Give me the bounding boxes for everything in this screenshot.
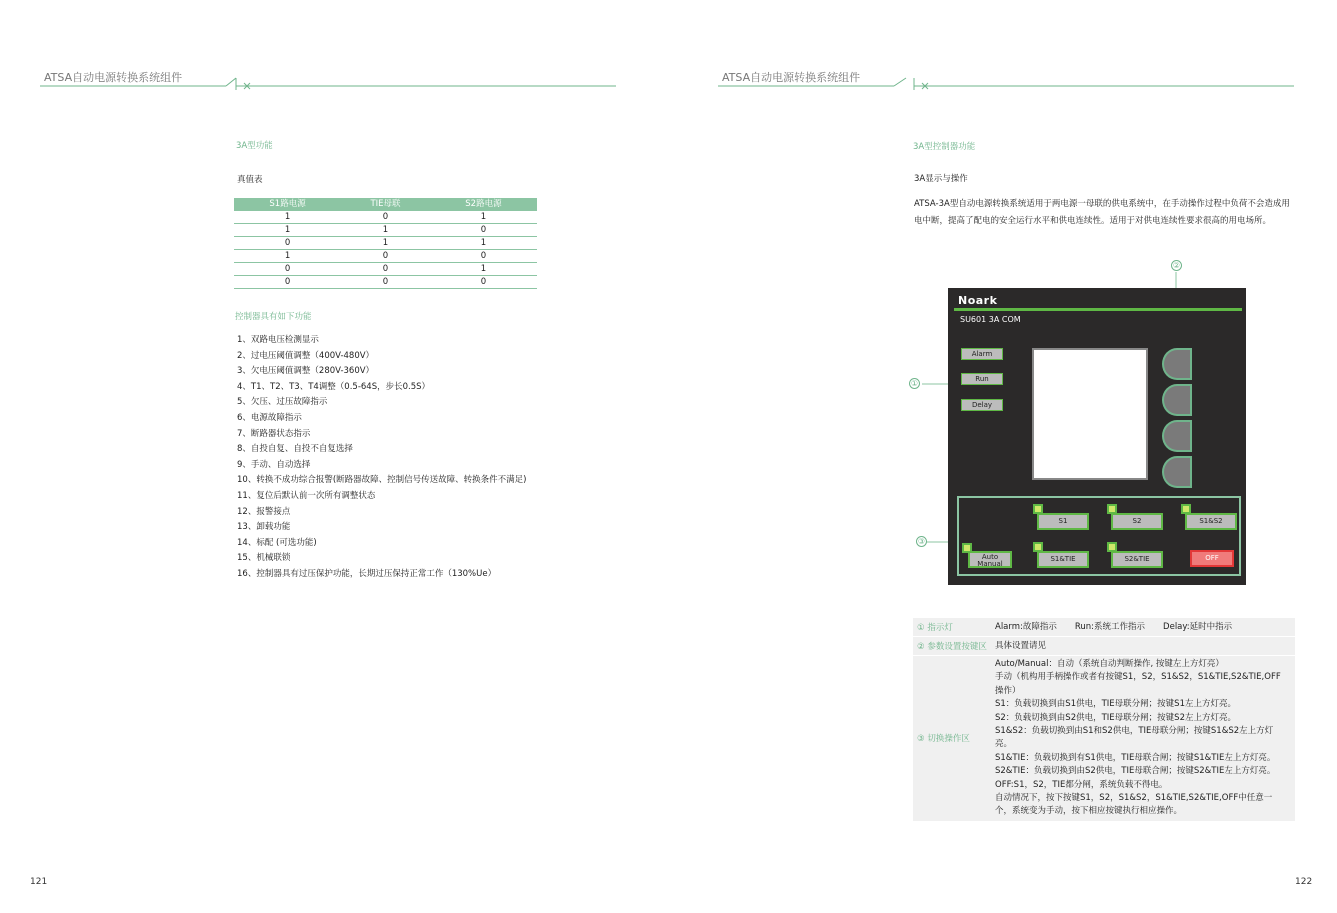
table-row xyxy=(913,656,1295,822)
table-cell: 0 xyxy=(234,263,341,276)
table-cell: 0 xyxy=(430,276,537,289)
function-info-table xyxy=(913,618,1295,822)
model-label: SU601 3A COM xyxy=(960,315,1021,324)
table-cell: 1 xyxy=(341,224,430,237)
right-header-rule xyxy=(718,76,1298,92)
param-keys-description: 具体设置请见 xyxy=(995,641,1047,651)
table-cell: 0 xyxy=(234,276,341,289)
list-item: 13、卸载功能 xyxy=(237,522,291,533)
softkey-1[interactable] xyxy=(1162,348,1192,380)
lcd-screen xyxy=(1032,348,1148,480)
s2-button[interactable]: S2 xyxy=(1111,513,1163,530)
off-button[interactable]: OFF xyxy=(1190,550,1234,567)
table-cell: 1 xyxy=(430,211,537,224)
table-cell: 0 xyxy=(341,250,430,263)
table-cell: 1 xyxy=(341,237,430,250)
desc-line: 个，系统变为手动，按下相应按键执行相应操作。 xyxy=(995,806,1183,817)
run-indicator: Run xyxy=(961,373,1003,385)
functions-title: 控制器具有如下功能 xyxy=(235,312,312,322)
alarm-desc: Alarm:故障指示 xyxy=(995,622,1057,632)
table-row xyxy=(234,237,537,250)
list-item: 4、T1、T2、T3、T4调整（0.5-64S，步长0.5S） xyxy=(237,381,431,392)
desc-line: 自动情况下，按下按键S1，S2，S1&S2，S1&TIE,S2&TIE,OFF中任意一 xyxy=(995,793,1273,804)
desc-line: 操作） xyxy=(995,685,1021,696)
desc-line: S1&TIE：负载切换到有S1供电，TIE母联合闸；按键S1&TIE左上方灯亮。 xyxy=(995,752,1276,763)
table-cell: 1 xyxy=(234,211,341,224)
callout-2: ② xyxy=(1172,261,1181,270)
table-cell: 0 xyxy=(430,250,537,263)
auto-manual-button[interactable] xyxy=(968,551,1012,568)
table-cell: 0 xyxy=(341,211,430,224)
auto-label: Auto xyxy=(981,553,999,561)
indicator-label: ① 指示灯 xyxy=(917,623,953,633)
table-row xyxy=(234,276,537,289)
brand-bar xyxy=(954,308,1242,311)
table-row xyxy=(234,224,537,237)
desc-line: S1&S2：负载切换到由S1和S2供电，TIE母联分闸；按键S1&S2左上方灯 xyxy=(995,726,1274,737)
table-cell: 0 xyxy=(234,237,341,250)
table-cell: 0 xyxy=(341,263,430,276)
left-header-rule xyxy=(40,76,620,92)
table-row xyxy=(234,263,537,276)
functions-list xyxy=(237,333,526,583)
list-item: 12、报警接点 xyxy=(237,506,291,517)
list-item: 6、电源故障指示 xyxy=(237,412,302,423)
truth-table-title: 真值表 xyxy=(237,175,263,185)
right-header-title: ATSA自动电源转换系统组件 xyxy=(722,71,861,84)
list-item: 2、过电压阈值调整（400V-480V） xyxy=(237,350,375,361)
table-row xyxy=(234,250,537,263)
s1-led-icon xyxy=(1033,504,1043,514)
brand-logo: Noark xyxy=(958,294,998,307)
table-cell: 1 xyxy=(234,250,341,263)
controller-panel xyxy=(948,288,1246,585)
s1-button[interactable]: S1 xyxy=(1037,513,1089,530)
s2-led-icon xyxy=(1107,504,1117,514)
desc-line: Auto/Manual：自动（系统自动判断操作, 按键左上方灯亮） xyxy=(995,659,1224,669)
list-item: 9、手动、自动选择 xyxy=(237,459,311,470)
softkey-3[interactable] xyxy=(1162,420,1192,452)
callout-3: ③ xyxy=(917,537,926,546)
delay-desc: Delay:延时中指示 xyxy=(1163,622,1233,632)
desc-line: S2&TIE：负载切换到由S2供电，TIE母联合闸；按键S2&TIE左上方灯亮。 xyxy=(995,766,1276,777)
list-item: 7、断路器状态指示 xyxy=(237,428,311,439)
truth-header-s1: S1路电源 xyxy=(234,198,341,211)
table-cell: 1 xyxy=(430,237,537,250)
desc-line: 亮。 xyxy=(995,739,1013,750)
delay-indicator: Delay xyxy=(961,399,1003,411)
list-item: 14、标配 (可选功能) xyxy=(237,537,317,548)
display-operation-title: 3A显示与操作 xyxy=(914,174,968,184)
intro-paragraph: ATSA-3A型自动电源转换系统适用于两电源一母联的供电系统中，在手动操作过程中负荷不会造成用电中断，提高了配电的安全运行水平和供电连续性。适用于对供电连续性要求很高的用电场所。 xyxy=(914,199,1290,226)
alarm-indicator: Alarm xyxy=(961,348,1003,360)
list-item: 15、机械联锁 xyxy=(237,553,291,564)
left-section-title: 3A型功能 xyxy=(236,141,273,151)
list-item: 5、欠压、过压故障指示 xyxy=(237,397,328,408)
table-row xyxy=(913,618,1295,637)
s2-tie-led-icon xyxy=(1107,542,1117,552)
s1s2-button[interactable]: S1&S2 xyxy=(1185,513,1237,530)
auto-led-icon xyxy=(962,543,972,553)
right-page-number: 122 xyxy=(1295,877,1313,887)
param-keys-label: ② 参数设置按键区 xyxy=(917,642,987,652)
list-item: 10、转换不成功综合报警(断路器故障、控制信号传送故障、转换条件不满足) xyxy=(237,475,527,486)
s2-tie-button[interactable]: S2&TIE xyxy=(1111,551,1163,568)
truth-header-tie: TIE母联 xyxy=(341,198,430,211)
desc-line: S1：负载切换到由S1供电，TIE母联分闸；按键S1左上方灯亮。 xyxy=(995,699,1236,710)
list-item: 3、欠电压阈值调整（280V-360V） xyxy=(237,366,375,377)
list-item: 8、自投自复、自投不自复选择 xyxy=(237,444,353,455)
indicator-description xyxy=(993,618,1295,636)
truth-table-header xyxy=(234,198,537,211)
truth-header-s2: S2路电源 xyxy=(430,198,537,211)
table-cell: 1 xyxy=(430,263,537,276)
softkey-4[interactable] xyxy=(1162,456,1192,488)
s1-tie-led-icon xyxy=(1033,542,1043,552)
list-item: 11、复位后默认前一次所有调整状态 xyxy=(237,490,376,501)
s1s2-led-icon xyxy=(1181,504,1191,514)
run-desc: Run:系统工作指示 xyxy=(1074,622,1146,632)
desc-line: S2：负载切换到由S2供电，TIE母联分闸；按键S2左上方灯亮。 xyxy=(995,712,1236,723)
left-header-title: ATSA自动电源转换系统组件 xyxy=(44,71,183,84)
list-item: 16、控制器具有过压保护功能，长期过压保持正常工作（130%Ue） xyxy=(237,568,497,579)
s1-tie-button[interactable]: S1&TIE xyxy=(1037,551,1089,568)
desc-line: OFF:S1，S2，TIE都分闸，系统负载不得电。 xyxy=(995,779,1168,790)
manual-label: Manual xyxy=(977,560,1003,568)
desc-line: 手动（机构用手柄操作或者有按键S1，S2，S1&S2，S1&TIE,S2&TIE,OFF xyxy=(995,672,1281,683)
left-page-number: 121 xyxy=(30,877,48,887)
callout-1: ① xyxy=(910,379,919,388)
switch-area-description xyxy=(993,656,1295,821)
truth-table xyxy=(234,198,537,289)
list-item: 1、双路电压检测显示 xyxy=(237,335,319,345)
switch-area-label: ③ 切换操作区 xyxy=(917,734,970,745)
table-row xyxy=(913,637,1295,656)
table-cell: 1 xyxy=(234,224,341,237)
table-row xyxy=(234,211,537,224)
table-cell: 0 xyxy=(341,276,430,289)
right-section-title: 3A型控制器功能 xyxy=(913,142,976,152)
softkey-2[interactable] xyxy=(1162,384,1192,416)
table-cell: 0 xyxy=(430,224,537,237)
